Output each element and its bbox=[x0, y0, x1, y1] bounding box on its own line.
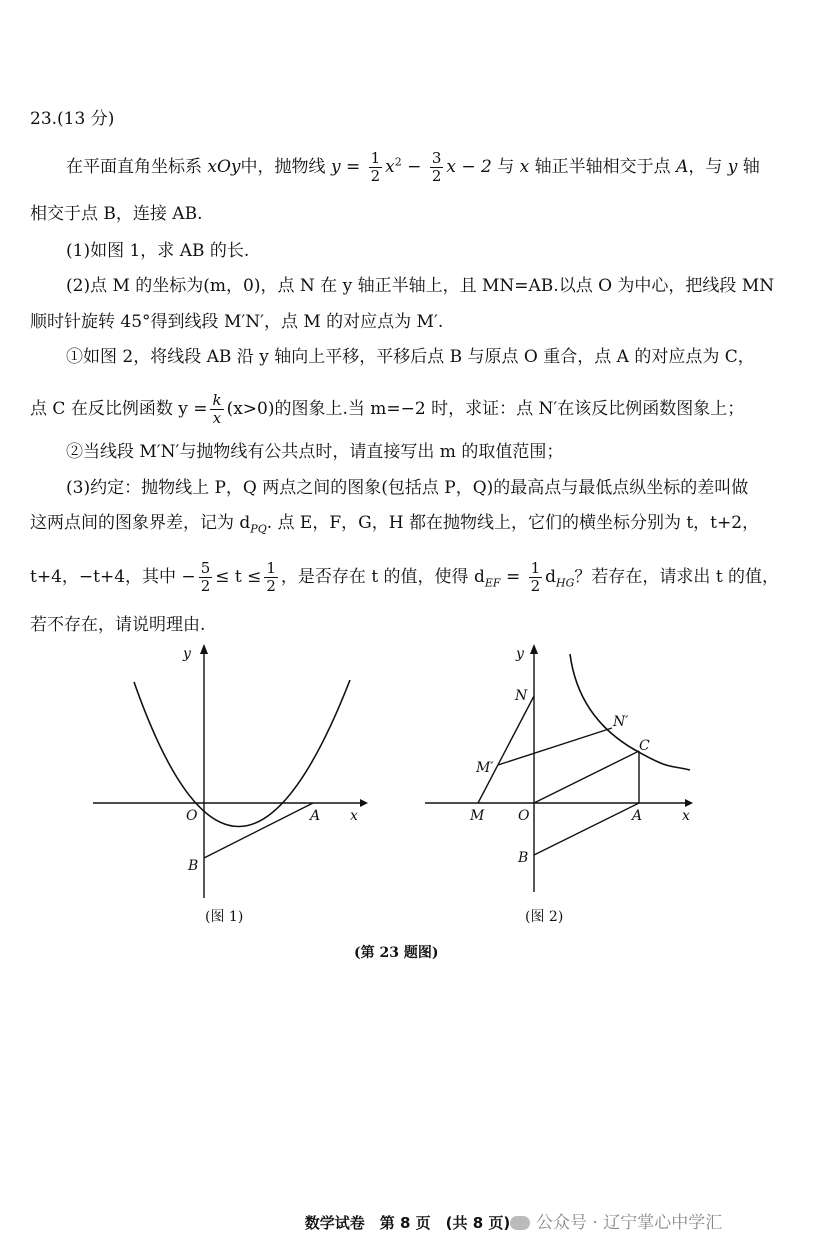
text: 轴正半轴相交于点 bbox=[534, 157, 671, 177]
fig2-label-B: B bbox=[518, 850, 529, 866]
fig2-label-A: A bbox=[632, 808, 643, 824]
part3-line1: (3)约定：抛物线上 P，Q 两点之间的图象(包括点 P，Q)的最高点与最低点纵坐标的差叫做 bbox=[66, 478, 749, 498]
fig1-label-O: O bbox=[186, 808, 198, 824]
fraction-five-half: $\frac{5}{2}$ bbox=[200, 559, 211, 595]
watermark-text: 公众号 · 辽宁掌心中学汇 bbox=[536, 1213, 723, 1233]
fraction-k-over-x: $\frac{k}{x}$ bbox=[212, 391, 222, 427]
part2-sub1-line1: ①如图 2，将线段 AB 沿 y 轴向上平移，平移后点 B 与原点 O 重合，点 A 的对应点为 C， bbox=[66, 347, 755, 367]
text: . 点 E，F，G，H 都在抛物线上，它们的横坐标分别为 t，t+2， bbox=[266, 513, 760, 533]
part2-line2: 顺时针旋转 45°得到线段 M′N′，点 M 的对应点为 M′. bbox=[30, 312, 444, 332]
text: ≤ t ≤ bbox=[215, 567, 262, 587]
fig2-label-N: N bbox=[515, 688, 528, 704]
figure-group-caption: (第 23 题图) bbox=[354, 945, 439, 961]
fig1-x-arrow bbox=[360, 799, 368, 807]
figure-1-caption: (图 1) bbox=[205, 909, 244, 925]
text: 中，抛物线 bbox=[240, 157, 326, 177]
figure-2 bbox=[420, 640, 700, 900]
text: y = bbox=[330, 157, 361, 177]
subscript: EF bbox=[484, 576, 501, 590]
fig2-hyperbola bbox=[570, 654, 690, 770]
question-number: 23.(13 分) bbox=[30, 109, 115, 129]
fig1-label-A: A bbox=[310, 808, 321, 824]
fig2-label-x: x bbox=[682, 808, 690, 824]
fraction-three-half: $\frac{3}{2}$ bbox=[431, 149, 442, 185]
page-footer: 数学试卷 第 8 页 (共 8 页) bbox=[304, 1214, 511, 1232]
fig2-y-arrow bbox=[530, 644, 538, 654]
fig2-label-M-prime: M′ bbox=[476, 760, 494, 776]
fig2-segment-AB bbox=[534, 803, 639, 855]
part1: (1)如图 1，求 AB 的长. bbox=[66, 241, 250, 261]
text: ？若存在，请求出 t 的值， bbox=[574, 567, 780, 587]
fig1-segment-AB bbox=[204, 803, 313, 858]
question-intro-line2: 相交于点 B，连接 AB. bbox=[30, 204, 203, 224]
figure-2-caption: (图 2) bbox=[525, 909, 564, 925]
fig1-y-arrow bbox=[200, 644, 208, 654]
text: ，是否存在 t 的值，使得 d bbox=[280, 567, 485, 587]
fig2-label-C: C bbox=[639, 738, 650, 754]
watermark bbox=[510, 1208, 722, 1233]
fraction-half: $\frac{1}{2}$ bbox=[370, 149, 381, 185]
fig2-label-y: y bbox=[516, 646, 524, 662]
text: 这两点间的图象界差，记为 d bbox=[30, 513, 251, 533]
text: 在平面直角坐标系 bbox=[66, 157, 202, 177]
text: x bbox=[519, 157, 530, 177]
fig2-x-arrow bbox=[685, 799, 693, 807]
part3-line4: 若不存在，请说明理由. bbox=[30, 615, 206, 635]
text: d bbox=[545, 567, 557, 587]
fig2-segment-MN bbox=[478, 696, 534, 803]
text: (x>0)的图象上.当 m=−2 时，求证：点 N′在该反比例函数图象上； bbox=[226, 399, 745, 419]
text: x − 2 bbox=[446, 157, 492, 177]
question-intro-line1 bbox=[66, 150, 760, 185]
text: = bbox=[505, 567, 521, 587]
text: 与 bbox=[497, 157, 515, 177]
part3-line2 bbox=[30, 512, 759, 540]
text: ，与 bbox=[688, 157, 723, 177]
fig1-parabola bbox=[134, 680, 350, 827]
text: xOy bbox=[207, 157, 241, 177]
fraction-half-2: $\frac{1}{2}$ bbox=[266, 559, 276, 595]
wechat-icon bbox=[510, 1216, 530, 1230]
fig1-label-B: B bbox=[188, 858, 199, 874]
text: y bbox=[727, 157, 738, 177]
fraction-half-3: $\frac{1}{2}$ bbox=[530, 559, 541, 595]
text: 点 C 在反比例函数 y = bbox=[30, 399, 208, 419]
text: 轴 bbox=[742, 157, 760, 177]
fig2-label-O: O bbox=[518, 808, 530, 824]
text: A bbox=[676, 157, 689, 177]
fig1-label-x: x bbox=[350, 808, 358, 824]
text: x bbox=[385, 157, 395, 177]
part2-line1: (2)点 M 的坐标为(m，0)，点 N 在 y 轴正半轴上，且 MN=AB.以点 O 为中心，把线段 MN bbox=[66, 276, 775, 296]
figure-1 bbox=[88, 640, 368, 900]
fig2-label-N-prime: N′ bbox=[613, 714, 629, 730]
fig2-label-M: M bbox=[470, 808, 485, 824]
text: − bbox=[407, 157, 422, 177]
subscript: HG bbox=[556, 576, 575, 590]
exponent: 2 bbox=[394, 155, 402, 169]
fig2-segment-OC bbox=[534, 751, 639, 803]
part2-sub1-line2 bbox=[30, 392, 744, 427]
text: t+4，−t+4，其中 − bbox=[30, 567, 196, 587]
part2-sub2: ②当线段 M′N′与抛物线有公共点时，请直接写出 m 的取值范围； bbox=[66, 442, 564, 462]
subscript: PQ bbox=[250, 522, 267, 536]
part3-line3 bbox=[30, 560, 779, 595]
fig1-label-y: y bbox=[183, 646, 191, 662]
